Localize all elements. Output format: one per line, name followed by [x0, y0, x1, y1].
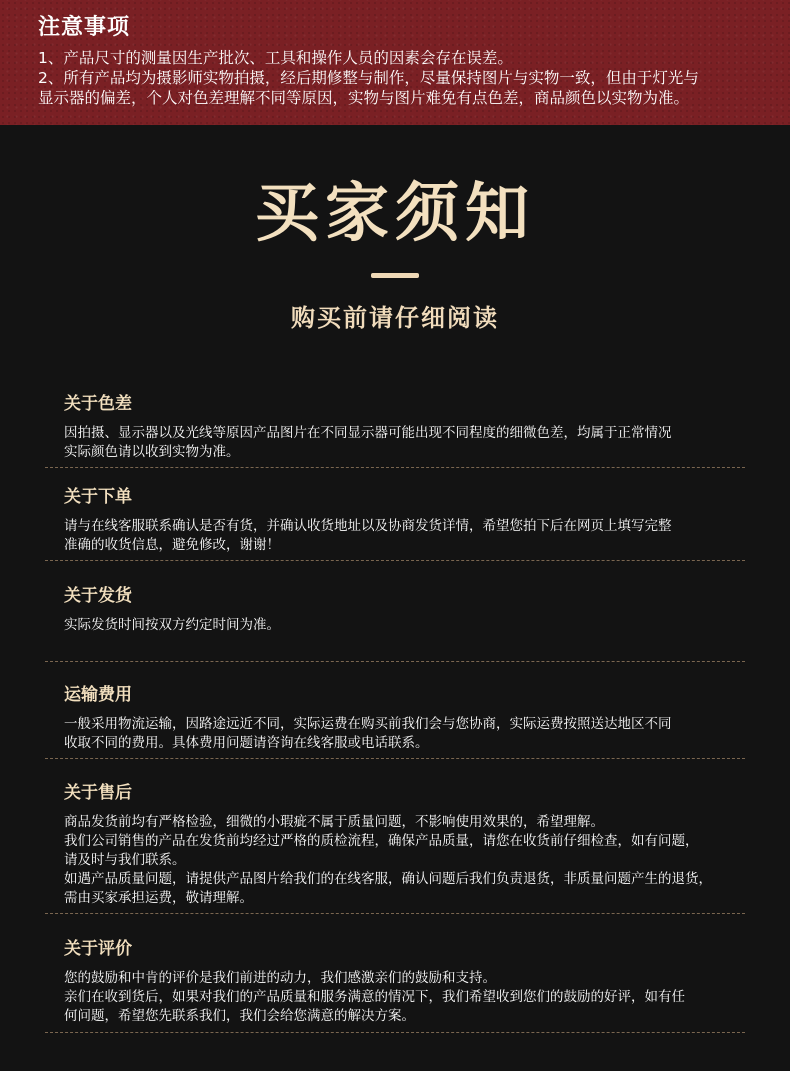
section-line: 商品发货前均有严格检验，细微的小瑕疵不属于质量问题，不影响使用效果的，希望理解。 — [64, 814, 604, 830]
section-line: 因拍摄、显示器以及光线等原因产品图片在不同显示器可能出现不同程度的细微色差，均属于正常情况 — [64, 425, 672, 441]
notice-title: 注意事项 — [38, 15, 131, 40]
section-title: 关于发货 — [64, 586, 132, 606]
notice-banner — [0, 0, 790, 125]
section-title: 关于售后 — [64, 783, 132, 803]
section-line: 亲们在收到货后，如果对我们的产品质量和服务满意的情况下，我们希望收到您们的鼓励的好评，如有任 — [64, 989, 685, 1005]
section-divider — [45, 661, 745, 662]
section-title: 关于色差 — [64, 394, 132, 414]
section-line: 需由买家承担运费，敬请理解。 — [64, 890, 253, 906]
section-line: 实际发货时间按双方约定时间为准。 — [64, 617, 280, 633]
notice-item: 显示器的偏差，个人对色差理解不同等原因，实物与图片难免有点色差，商品颜色以实物为准。 — [38, 89, 690, 107]
notice-item: 1、产品尺寸的测量因生产批次、工具和操作人员的因素会存在误差。 — [38, 49, 513, 67]
section-line: 准确的收货信息，避免修改，谢谢！ — [64, 537, 280, 553]
section-divider — [45, 467, 745, 468]
section-body — [64, 517, 744, 555]
page-title: 买家须知 — [255, 176, 535, 251]
page-subtitle: 购买前请仔细阅读 — [291, 304, 499, 332]
section-divider — [45, 560, 745, 561]
section-body — [64, 616, 744, 635]
section-line: 实际颜色请以收到实物为准。 — [64, 444, 240, 460]
title-underline-bar — [371, 273, 419, 278]
section-body — [64, 969, 744, 1026]
section-line: 如遇产品质量问题，请提供产品图片给我们的在线客服，确认问题后我们负责退货，非质量问题产生的退货， — [64, 871, 712, 887]
section-title: 运输费用 — [64, 685, 132, 705]
section-line: 一般采用物流运输，因路途远近不同，实际运费在购买前我们会与您协商，实际运费按照送达地区不同 — [64, 716, 672, 732]
section-line: 请与在线客服联系确认是否有货，并确认收货地址以及协商发货详情，希望您拍下后在网页上填写完整 — [64, 518, 672, 534]
section-title: 关于下单 — [64, 487, 132, 507]
section-line: 我们公司销售的产品在发货前均经过严格的质检流程，确保产品质量，请您在收货前仔细检查，如有问题， — [64, 833, 699, 849]
section-divider — [45, 1032, 745, 1033]
section-body — [64, 715, 744, 753]
section-divider — [45, 913, 745, 914]
section-line: 收取不同的费用。具体费用问题请咨询在线客服或电话联系。 — [64, 735, 429, 751]
section-body — [64, 813, 744, 908]
section-line: 何问题，希望您先联系我们，我们会给您满意的解决方案。 — [64, 1008, 415, 1024]
section-title: 关于评价 — [64, 939, 132, 959]
section-divider — [45, 758, 745, 759]
section-line: 您的鼓励和中肯的评价是我们前进的动力，我们感激亲们的鼓励和支持。 — [64, 970, 496, 986]
section-line: 请及时与我们联系。 — [64, 852, 186, 868]
notice-item: 2、所有产品均为摄影师实物拍摄，经后期修整与制作，尽量保持图片与实物一致，但由于灯光与 — [38, 69, 699, 87]
section-body — [64, 424, 744, 462]
